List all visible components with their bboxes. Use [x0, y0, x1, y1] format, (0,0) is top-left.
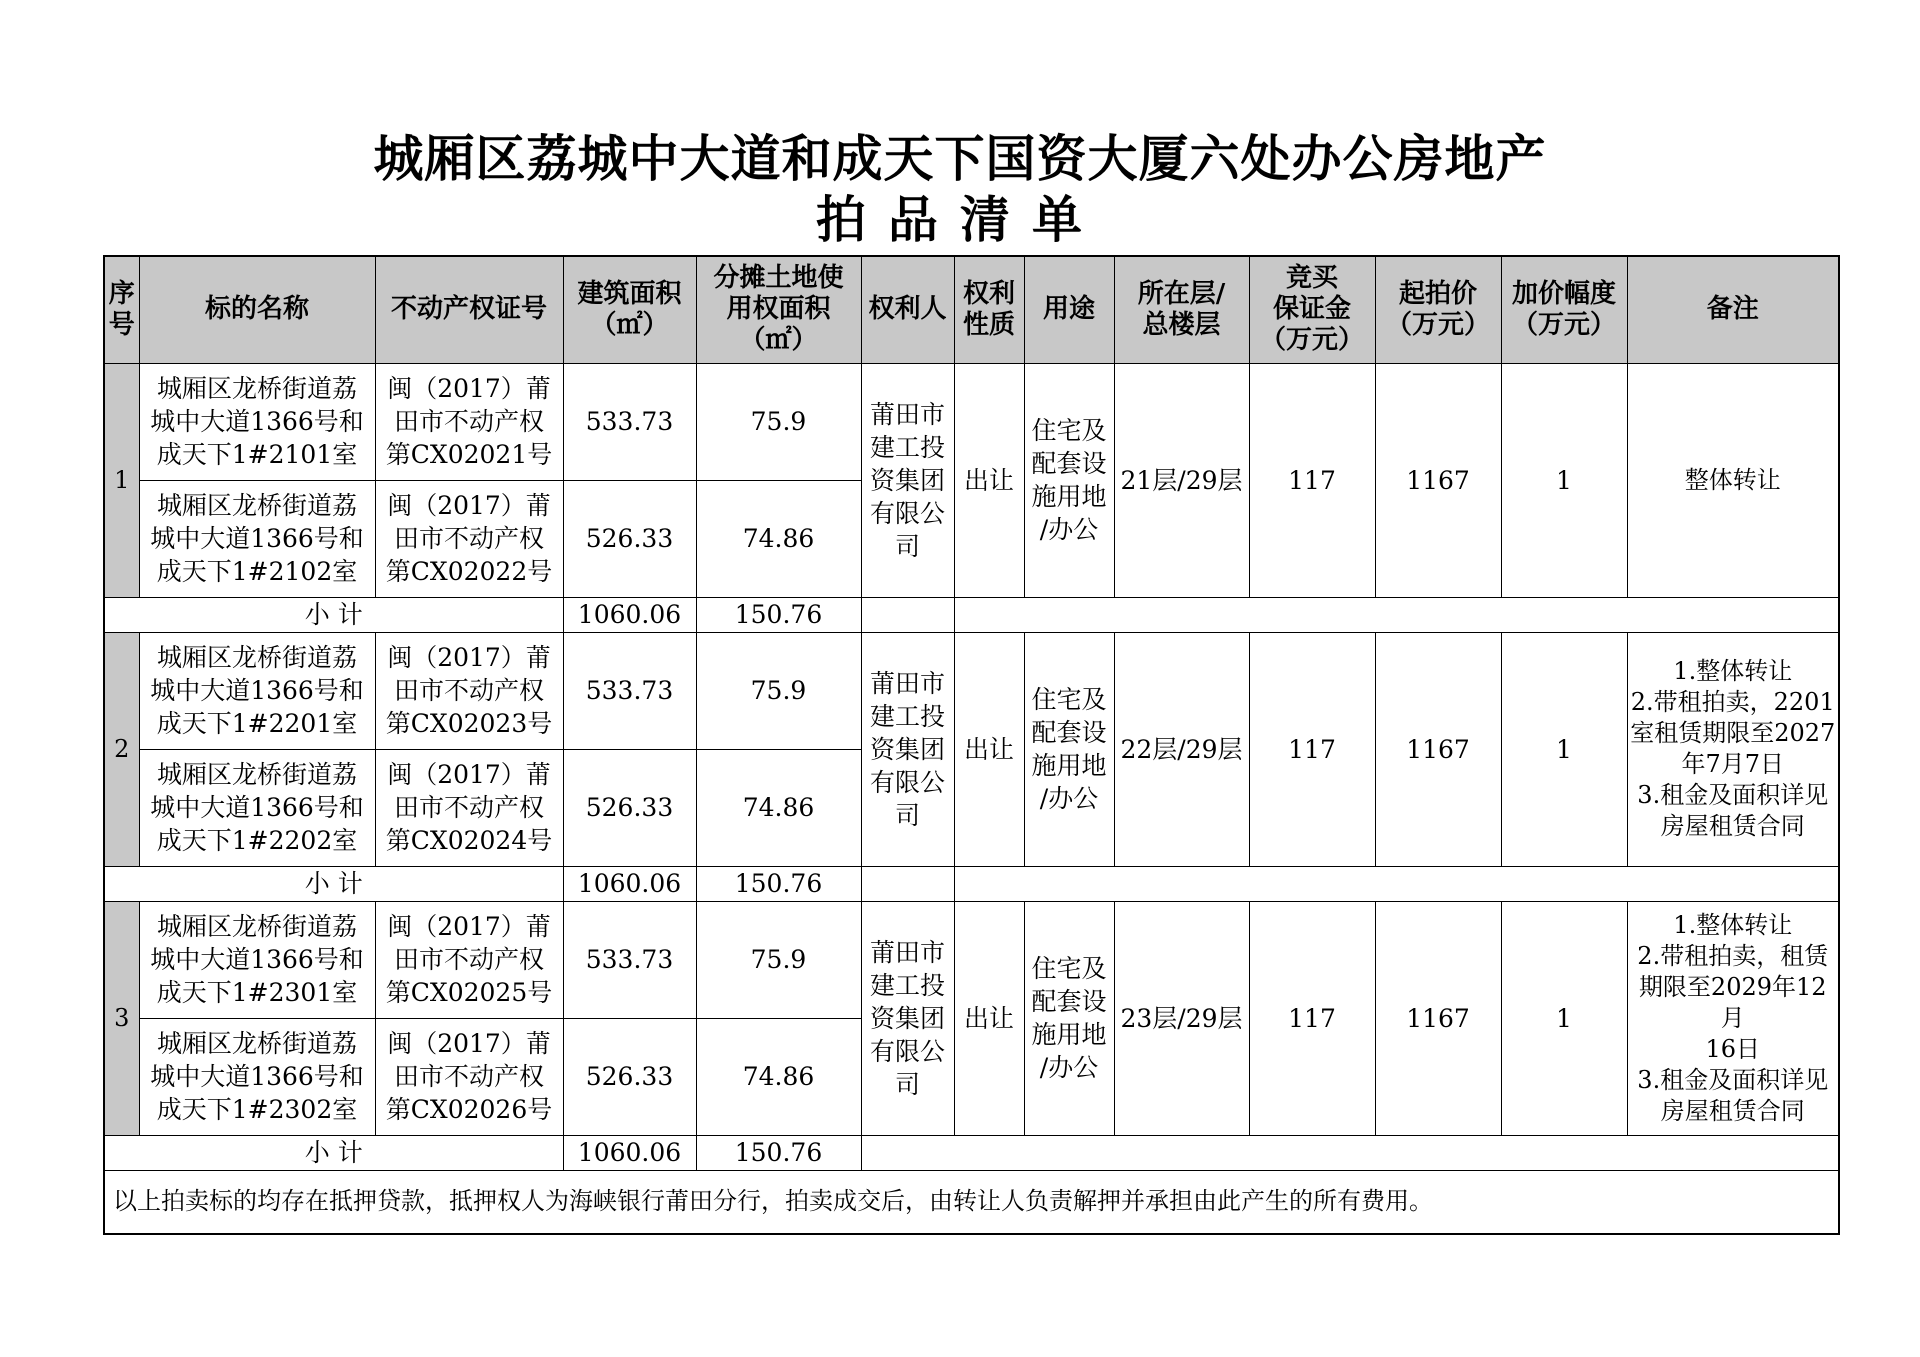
- header-owner: 权利人: [861, 256, 954, 363]
- header-note: 备注: [1627, 256, 1839, 363]
- group-owner: 莆田市 建工投 资集团 有限公 司: [861, 363, 954, 597]
- subtotal-label: 小 计: [104, 866, 563, 901]
- item-land-area: 74.86: [696, 1018, 861, 1135]
- group-use: 住宅及 配套设 施用地 /办公: [1024, 901, 1114, 1135]
- subtotal-area: 1060.06: [563, 866, 696, 901]
- group-use: 住宅及 配套设 施用地 /办公: [1024, 632, 1114, 866]
- subtotal-row: [104, 597, 1839, 632]
- group-deposit: 117: [1249, 632, 1375, 866]
- item-cert: 闽（2017）莆 田市不动产权 第CX02025号: [375, 901, 563, 1018]
- item-land-area: 74.86: [696, 749, 861, 866]
- group-use: 住宅及 配套设 施用地 /办公: [1024, 363, 1114, 597]
- document-title: 城厢区荔城中大道和成天下国资大厦六处办公房地产: [373, 130, 1547, 188]
- group-floor: 23层/29层: [1114, 901, 1249, 1135]
- item-area: 533.73: [563, 363, 696, 480]
- group-deposit: 117: [1249, 901, 1375, 1135]
- item-land-area: 75.9: [696, 363, 861, 480]
- document-subtitle: 拍品清单: [816, 191, 1104, 249]
- header-use: 用途: [1024, 256, 1114, 363]
- group-increment: 1: [1501, 363, 1627, 597]
- group-increment: 1: [1501, 632, 1627, 866]
- subtotal-empty: [954, 597, 1839, 632]
- group-nature: 出让: [954, 901, 1024, 1135]
- item-cert: 闽（2017）莆 田市不动产权 第CX02021号: [375, 363, 563, 480]
- header-floor: 所在层/ 总楼层: [1114, 256, 1249, 363]
- item-cert: 闽（2017）莆 田市不动产权 第CX02022号: [375, 480, 563, 597]
- item-cert: 闽（2017）莆 田市不动产权 第CX02023号: [375, 632, 563, 749]
- item-area: 533.73: [563, 901, 696, 1018]
- header-start-price: 起拍价 （万元）: [1375, 256, 1501, 363]
- subtotal-area: 1060.06: [563, 597, 696, 632]
- table-row: [104, 363, 1839, 480]
- group-note: 1.整体转让 2.带租拍卖，租赁 期限至2029年12月 16日 3.租金及面积详见 房屋租赁合同: [1627, 901, 1839, 1135]
- header-cert: 不动产权证号: [375, 256, 563, 363]
- item-name: 城厢区龙桥街道荔 城中大道1366号和 成天下1#2202室: [139, 749, 375, 866]
- subtotal-row: [104, 1135, 1839, 1170]
- header-increment: 加价幅度 （万元）: [1501, 256, 1627, 363]
- group-note: 整体转让: [1627, 363, 1839, 597]
- item-name: 城厢区龙桥街道荔 城中大道1366号和 成天下1#2302室: [139, 1018, 375, 1135]
- item-land-area: 75.9: [696, 901, 861, 1018]
- item-area: 526.33: [563, 480, 696, 597]
- group-note: 1.整体转让 2.带租拍卖，2201 室租赁期限至2027 年7月7日 3.租金及面积详见 房屋租赁合同: [1627, 632, 1839, 866]
- subtotal-land-area: 150.76: [696, 1135, 861, 1170]
- item-cert: 闽（2017）莆 田市不动产权 第CX02026号: [375, 1018, 563, 1135]
- header-name: 标的名称: [139, 256, 375, 363]
- item-name: 城厢区龙桥街道荔 城中大道1366号和 成天下1#2102室: [139, 480, 375, 597]
- group-deposit: 117: [1249, 363, 1375, 597]
- table-row: [104, 632, 1839, 749]
- group-seq: 3: [104, 901, 139, 1135]
- subtotal-empty: [861, 1135, 1839, 1170]
- item-area: 533.73: [563, 632, 696, 749]
- group-floor: 21层/29层: [1114, 363, 1249, 597]
- subtotal-empty: [861, 866, 954, 901]
- table-row: [104, 901, 1839, 1018]
- footnote-row: [104, 1170, 1839, 1234]
- header-land-area: 分摊土地使 用权面积 （㎡）: [696, 256, 861, 363]
- item-area: 526.33: [563, 1018, 696, 1135]
- subtotal-empty: [954, 866, 1839, 901]
- footnote: 以上拍卖标的均存在抵押贷款，抵押权人为海峡银行莆田分行，拍卖成交后，由转让人负责解押并承担由此产生的所有费用。: [104, 1170, 1839, 1234]
- header-nature: 权利 性质: [954, 256, 1024, 363]
- header-seq: 序 号: [104, 256, 139, 363]
- group-nature: 出让: [954, 632, 1024, 866]
- header-deposit: 竞买 保证金 （万元）: [1249, 256, 1375, 363]
- subtotal-empty: [861, 597, 954, 632]
- item-cert: 闽（2017）莆 田市不动产权 第CX02024号: [375, 749, 563, 866]
- subtotal-land-area: 150.76: [696, 866, 861, 901]
- subtotal-area: 1060.06: [563, 1135, 696, 1170]
- subtotal-land-area: 150.76: [696, 597, 861, 632]
- item-name: 城厢区龙桥街道荔 城中大道1366号和 成天下1#2301室: [139, 901, 375, 1018]
- group-floor: 22层/29层: [1114, 632, 1249, 866]
- group-start-price: 1167: [1375, 901, 1501, 1135]
- group-seq: 2: [104, 632, 139, 866]
- group-nature: 出让: [954, 363, 1024, 597]
- group-start-price: 1167: [1375, 363, 1501, 597]
- group-owner: 莆田市 建工投 资集团 有限公 司: [861, 632, 954, 866]
- auction-items-table: [103, 255, 1840, 1235]
- subtotal-row: [104, 866, 1839, 901]
- item-name: 城厢区龙桥街道荔 城中大道1366号和 成天下1#2101室: [139, 363, 375, 480]
- item-land-area: 74.86: [696, 480, 861, 597]
- subtotal-label: 小 计: [104, 597, 563, 632]
- group-owner: 莆田市 建工投 资集团 有限公 司: [861, 901, 954, 1135]
- subtotal-label: 小 计: [104, 1135, 563, 1170]
- item-name: 城厢区龙桥街道荔 城中大道1366号和 成天下1#2201室: [139, 632, 375, 749]
- group-seq: 1: [104, 363, 139, 597]
- header-area: 建筑面积 （㎡）: [563, 256, 696, 363]
- header-row: [104, 256, 1839, 363]
- group-increment: 1: [1501, 901, 1627, 1135]
- item-land-area: 75.9: [696, 632, 861, 749]
- item-area: 526.33: [563, 749, 696, 866]
- group-start-price: 1167: [1375, 632, 1501, 866]
